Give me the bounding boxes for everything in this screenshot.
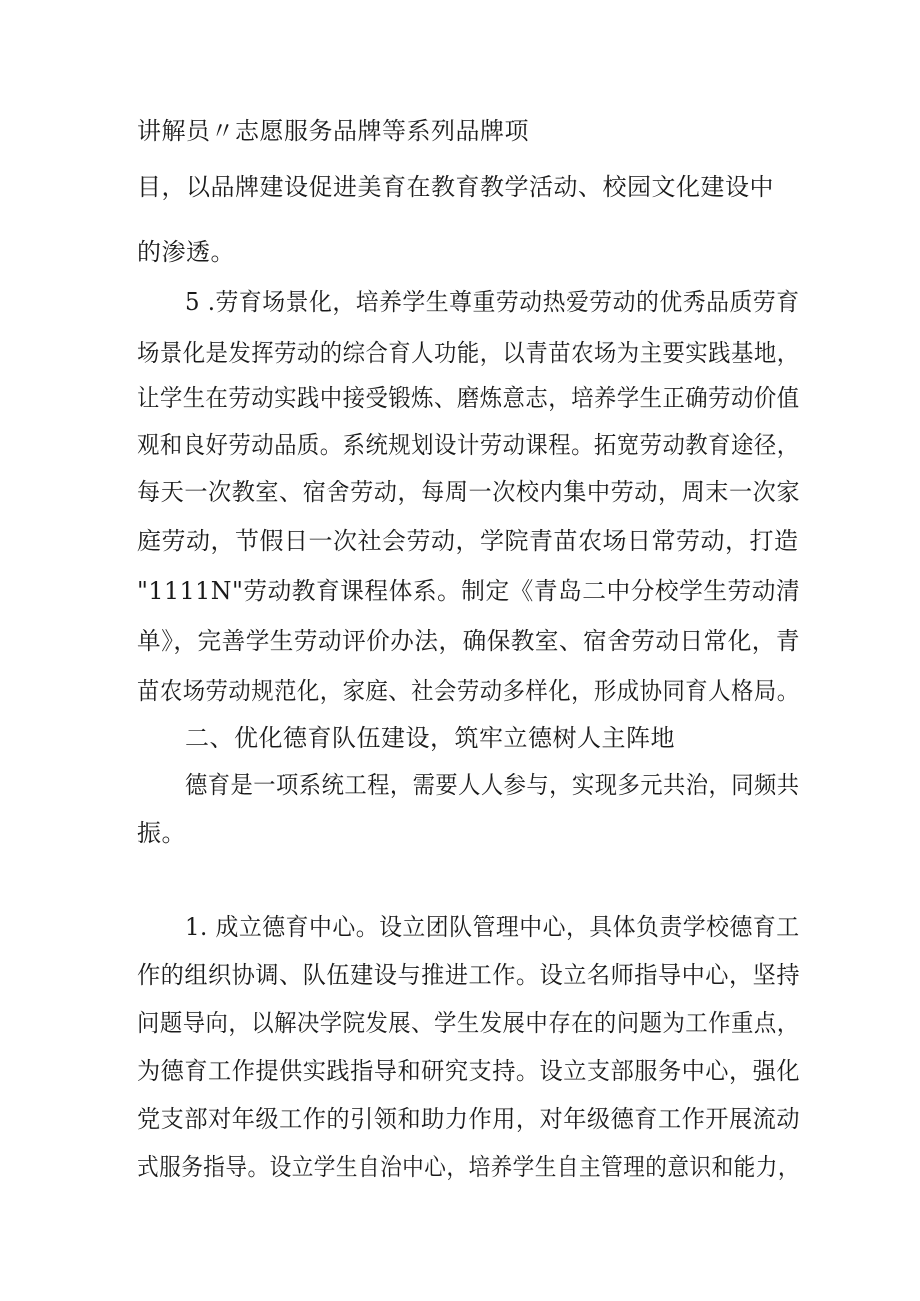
paragraph-1-first-line: 1. 成立德育中心。设立团队管理中心，具体负责学校德育工 (185, 913, 800, 941)
text-line: 庭劳动，节假日一次社会劳动，学院青苗农场日常劳动，打造 (137, 527, 799, 555)
text-line: 式服务指导。设立学生自治中心，培养学生自主管理的意识和能力， (137, 1153, 800, 1181)
text-line: 目，以品牌建设促进美育在教育教学活动、校园文化建设中 (137, 173, 774, 201)
text-line: 作的组织协调、队伍建设与推进工作。设立名师指导中心，坚持 (137, 961, 801, 989)
text-line: 讲解员〃志愿服务品牌等系列品牌项 (137, 117, 529, 145)
text-line: 苗农场劳动规范化，家庭、社会劳动多样化，形成协同育人格局。 (137, 677, 800, 705)
text-line: 每天一次教室、宿舍劳动，每周一次校内集中劳动，周末一次家 (137, 478, 801, 506)
paragraph-5-first-line: 5 .劳育场景化，培养学生尊重劳动热爱劳动的优秀品质劳育 (185, 288, 800, 316)
text-line: 单》，完善学生劳动评价办法，确保教室、宿舍劳动日常化，青 (137, 627, 801, 655)
text-line: 的渗透。 (137, 238, 235, 266)
text-line: 观和良好劳动品质。系统规划设计劳动课程。拓宽劳动教育途径， (137, 431, 800, 459)
text-line: 场景化是发挥劳动的综合育人功能，以青苗农场为主要实践基地， (137, 339, 800, 367)
text-line: 振。 (137, 819, 186, 847)
text-line: 问题导向，以解决学院发展、学生发展中存在的问题为工作重点， (137, 1009, 800, 1037)
text-line: 为德育工作提供实践指导和研究支持。设立支部服务中心，强化 (137, 1057, 801, 1085)
text-line: 党支部对年级工作的引领和助力作用，对年级德育工作开展流动 (137, 1105, 801, 1133)
text-line: 让学生在劳动实践中接受锻炼、磨炼意志，培养学生正确劳动价值 (137, 384, 800, 412)
text-line: "1111N"劳动教育课程体系。制定《青岛二中分校学生劳动清 (137, 577, 801, 605)
text-line: 德育是一项系统工程，需要人人参与，实现多元共治，同频共 (185, 771, 800, 799)
section-heading: 二、优化德育队伍建设，筑牢立德树人主阵地 (185, 724, 675, 752)
